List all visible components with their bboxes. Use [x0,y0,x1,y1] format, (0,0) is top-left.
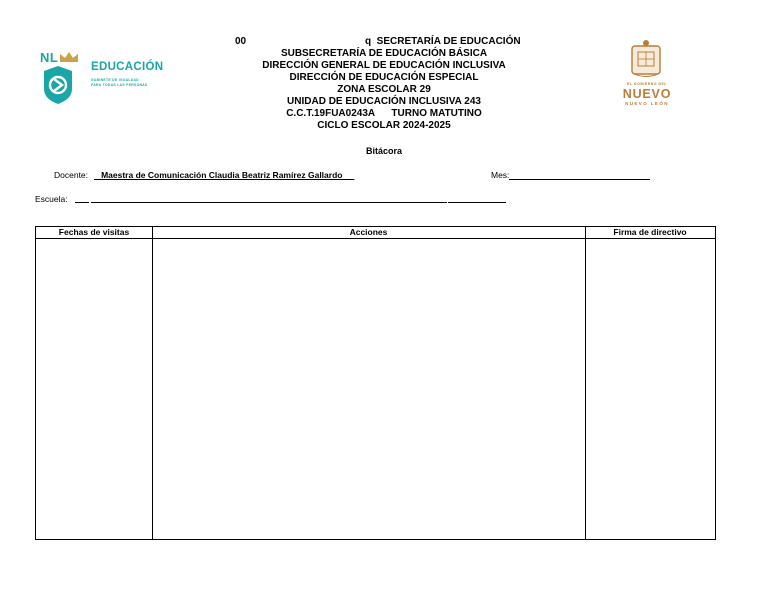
escuela-field[interactable] [91,202,447,203]
docente-field-lead-blank: _ [94,170,102,180]
coat-of-arms-icon [628,38,664,78]
header-line-6: UNIDAD DE EDUCACIÓN INCLUSIVA 243 [287,96,481,107]
crown-icon [60,52,78,62]
docente-label: Docente: [54,170,89,180]
nl-logo-text: NL [40,50,59,65]
educacion-logo-text: EDUCACIÓN [91,61,164,73]
header-line-8: CICLO ESCOLAR 2024-2025 [317,120,451,131]
escuela-field-tail[interactable] [448,202,506,203]
col-header-acciones: Acciones [349,227,388,237]
mes-label: Mes: [491,170,510,180]
logo-tagline-2: PARA TODAS LAS PERSONAS [91,83,148,87]
col-header-fechas: Fechas de visitas [58,227,130,237]
fechas-cell[interactable] [36,239,152,539]
header-secretaria [365,36,521,48]
educacion-logo [38,50,178,112]
docente-field-tail-blank: __ [342,170,355,180]
header-line-4: DIRECCIÓN DE EDUCACIÓN ESPECIAL [289,72,479,83]
nuevo-leon-text: NUEVO LEÓN [625,101,669,106]
header-line-7: C.C.T.19FUA0243A TURNO MATUTINO [286,108,482,119]
acciones-cell[interactable] [153,239,585,539]
col-header-firma: Firma de directivo [613,227,687,237]
nuevo-leon-logo [612,38,684,110]
bitacora-table [35,226,716,540]
escuela-field-lead[interactable] [75,202,89,203]
shield-emblem-icon [42,65,74,105]
page-title: Bitácora [365,146,402,156]
header-line-3: DIRECCIÓN GENERAL DE EDUCACIÓN INCLUSIVA [262,60,506,71]
escuela-label: Escuela: [35,194,68,204]
mes-field[interactable] [509,179,650,180]
header-line-2: SUBSECRETARÍA DE EDUCACIÓN BÁSICA [280,48,488,59]
header-prefix: q [365,36,372,47]
nuevo-text: NUEVO [622,87,672,101]
header-line-5: ZONA ESCOLAR 29 [337,84,431,95]
gobierno-text: EL GOBIERNO DEL [627,82,667,86]
logo-tagline-1: GABINETE DE IGUALDAD [91,78,140,82]
docente-value: Maestra de Comunicación Claudia Beatriz Ramírez Gallardo [101,170,343,180]
docente-field[interactable] [94,170,354,180]
header-line-1: SECRETARÍA DE EDUCACIÓN [376,36,521,47]
header-code: 00 [235,36,247,47]
firma-cell[interactable] [586,239,715,539]
